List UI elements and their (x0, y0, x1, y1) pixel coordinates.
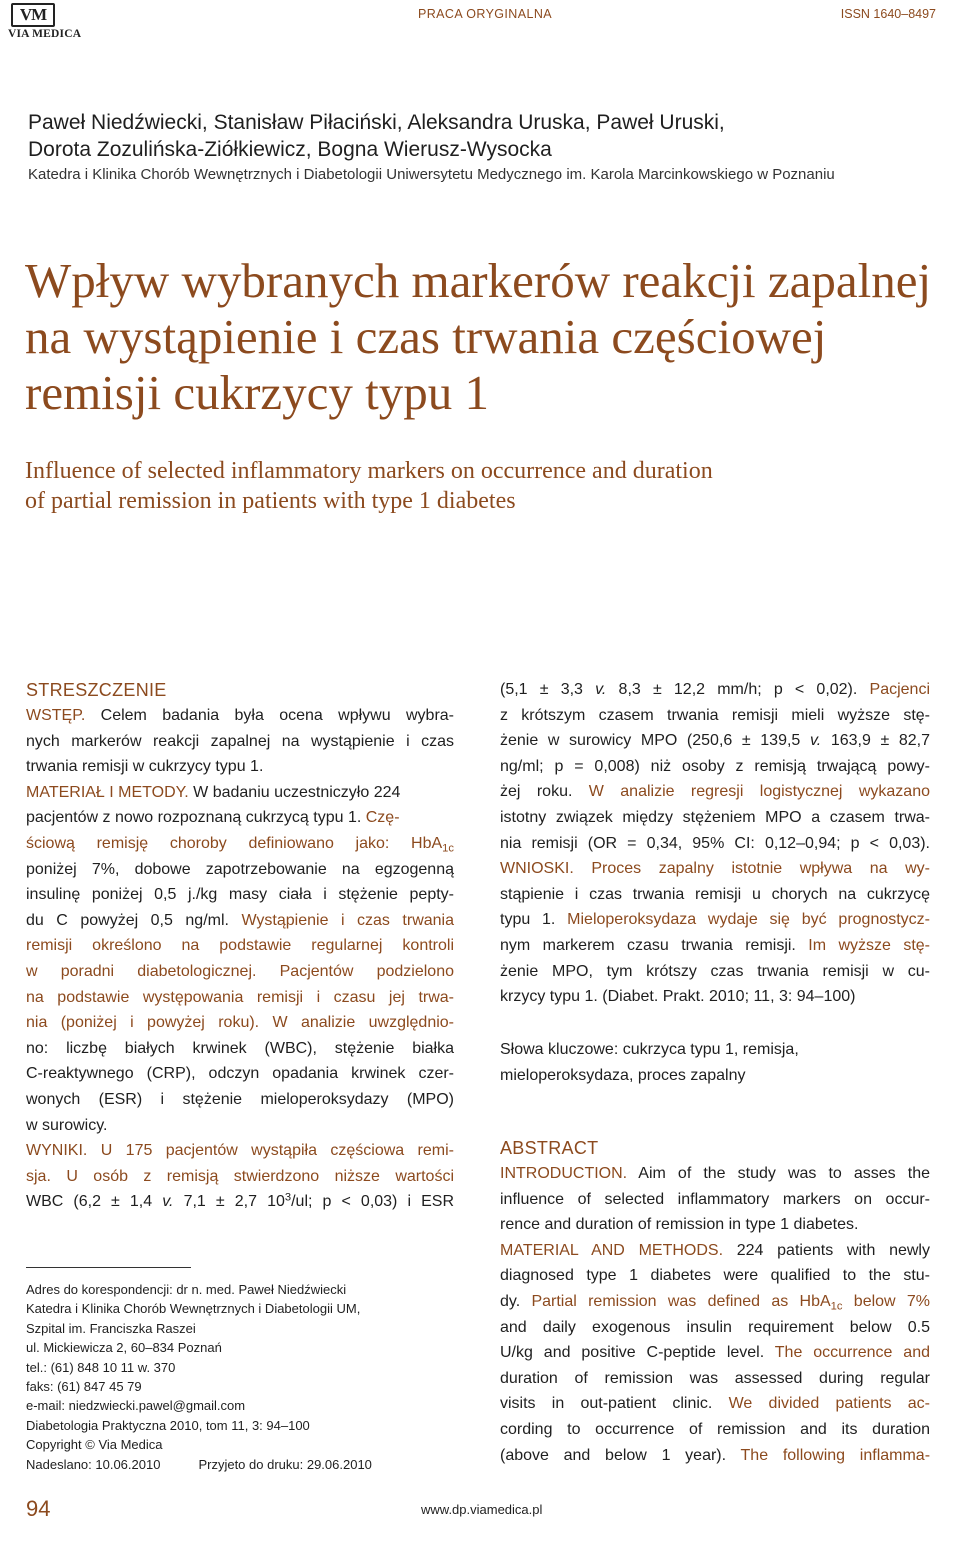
correspondence-line: Szpital im. Franciszka Raszei (26, 1320, 196, 1336)
text: 8,3 ± 12,2 mm/h; p < 0,02). (618, 681, 858, 698)
correspondence-email[interactable]: e-mail: niedzwiecki.pawel@gmail.com (26, 1398, 246, 1414)
text: ściową remisję choroby definiowano jako: HbA (26, 834, 443, 852)
accepted-date: Przyjeto do druku: 29.06.2010 (198, 1456, 372, 1472)
authors-line: Dorota Zozulińska-Ziółkiewicz, Bogna Wierusz-Wysocka (28, 138, 552, 161)
text: U 175 pacjentów wystąpiła częściowa remi- (100, 1142, 454, 1160)
correspondence-line: faks: (61) 847 45 79 (26, 1379, 142, 1395)
introduction-label: INTRODUCTION. (500, 1165, 628, 1182)
text: no: liczbę białych krwinek (WBC), stężenie białka (26, 1039, 454, 1057)
keywords (500, 1037, 930, 1088)
text: Im wyższe stę- (808, 936, 930, 954)
text: poniżej 7%, dobowe zapotrzebowanie na egzogenną (26, 860, 454, 878)
text: Pacjentów podzielono (279, 962, 455, 980)
issn: ISSN 1640–8497 (840, 7, 936, 21)
text: w surowicy. (26, 1116, 108, 1134)
text: visits in out-patient clinic. (500, 1395, 713, 1413)
subscript: 1c (442, 842, 454, 855)
text: W badaniu uczestniczyło 224 (193, 783, 401, 801)
copyright: Copyright © Via Medica (26, 1437, 163, 1453)
text: W analizie regresji logistycznej wykazano (588, 783, 930, 801)
text: rence and duration of remission in type 1 diabetes. (500, 1216, 859, 1234)
methods-label: MATERIAL AND METHODS. (500, 1241, 724, 1259)
title-polish (25, 253, 945, 421)
text: żenie w surowicy MPO (250,6 ± 139,5 (500, 732, 801, 750)
text: krzycy typu 1. (500, 988, 598, 1006)
abstract-body (500, 1161, 930, 1468)
correspondence-line: Adres do korespondencji: dr n. med. Paweł Niedźwiecki (26, 1282, 347, 1297)
subscript: 1c (830, 1300, 843, 1313)
text: v. (809, 732, 822, 750)
text: W analizie uwzględnio- (272, 1014, 455, 1032)
text: Mieloperoksydaza wydaje się być prognostycz- (567, 911, 931, 929)
text: z krótszym czasem trwania remisji mieli wyższe stę- (500, 706, 930, 724)
correspondence-block (26, 1280, 476, 1474)
wnioski-label: WNIOSKI. (500, 860, 574, 878)
text: U osób z remisją stwierdzono niższe wartości (66, 1167, 455, 1185)
footnote-rule (26, 1267, 191, 1268)
text: 163,9 ± 82,7 (830, 732, 930, 750)
text: influence of selected inflammatory markers on occur- (500, 1190, 930, 1208)
title-line: na wystąpienie i czas trwania częściowej (25, 309, 827, 364)
text: 224 patients with newly (736, 1241, 930, 1259)
text: pacjentów z nowo rozpoznaną cukrzycą typu 1. (26, 809, 362, 827)
text: nych markerów reakcji zapalnej na wystąpienie i czas (26, 732, 454, 750)
text: Proces zapalny istotnie wpływa na wy- (591, 860, 930, 878)
section-label: PRACA ORYGINALNA (418, 7, 552, 21)
title-english (25, 456, 945, 516)
publisher-logo (8, 3, 82, 40)
text: The following inflamma- (740, 1446, 931, 1464)
text: /ul; p < 0,03) i ESR (291, 1193, 454, 1211)
text: remisji określono na podstawie regularnej kontroli (26, 937, 454, 955)
authors-line: Paweł Niedźwiecki, Stanisław Piłaciński, Aleksandra Uruska, Paweł Uruski, (28, 111, 725, 134)
correspondence-line: Diabetologia Praktyczna 2010, tom 11, 3: 94–100 (26, 1417, 310, 1433)
text: Celem badania była ocena wpływu wybra- (100, 707, 454, 724)
streszczenie-continued (500, 677, 930, 1010)
text: nia (poniżej i powyżej roku). (26, 1014, 260, 1032)
text: cording to occurrence of remission and its duration (500, 1420, 930, 1438)
website-link[interactable]: www.dp.viamedica.pl (421, 1502, 543, 1517)
text: insulinę poniżej 0,5 j./kg masy ciała i stężenie pepty- (26, 886, 454, 904)
streszczenie-body (26, 703, 454, 1215)
text: v. (162, 1193, 174, 1211)
text: v. (595, 681, 607, 698)
text: The occurrence and (774, 1344, 930, 1362)
keywords-line: Słowa kluczowe: cukrzyca typu 1, remisja, (500, 1041, 799, 1058)
authors (28, 109, 725, 163)
correspondence-line: Katedra i Klinika Chorób Wewnętrznych i Diabetologii UM, (26, 1301, 361, 1317)
text: WBC (6,2 ± 1,4 (26, 1193, 153, 1211)
text: wonych (ESR) i stężenie mieloperoksydazy (MPO) (26, 1090, 454, 1108)
text: (above and below 1 year). (500, 1446, 727, 1464)
text: diagnosed type 1 diabetes were qualified to the stu- (500, 1267, 930, 1285)
text: istotny związek między stężeniem MPO a czasem trwa- (500, 808, 930, 826)
title-line: remisji cukrzycy typu 1 (25, 365, 490, 420)
wyniki-label: WYNIKI. (26, 1142, 88, 1160)
text: duration of remission was assessed during regular (500, 1369, 930, 1387)
text: 7,1 ± 2,7 10 (183, 1193, 285, 1211)
text: and daily exogenous insulin requirement below 0.5 (500, 1318, 930, 1336)
text: nym markerem czasu trwania remisji. (500, 936, 796, 954)
logo-text: VIA MEDICA (8, 28, 82, 40)
text: below 7% (853, 1292, 931, 1310)
page-number: 94 (26, 1496, 51, 1521)
text: C-reaktywnego (CRP), odczyn opadania krwinek czer- (26, 1065, 454, 1083)
text: stąpienie i czas trwania remisji u chorych na cukrzycę (500, 885, 930, 903)
abstract-heading: ABSTRACT (500, 1138, 599, 1158)
title-line: Wpływ wybranych markerów reakcji zapalnej (25, 253, 932, 308)
text: (Diabet. Prakt. 2010; 11, 3: 94–100) (602, 988, 856, 1006)
text: nia remisji (OR = 0,34, 95% CI: 0,12–0,94; p < 0,03). (500, 834, 930, 852)
metody-label: MATERIAŁ I METODY. (26, 783, 189, 801)
text: dy. (500, 1292, 521, 1310)
text: U/kg and positive C-peptide level. (500, 1344, 765, 1362)
wstep-label: WSTĘP. (26, 707, 86, 724)
keywords-line: mieloperoksydaza, proces zapalny (500, 1066, 746, 1084)
text: żenie MPO, tym krótszy czas trwania remisji w cu- (500, 962, 930, 980)
logo-mark: VM (11, 3, 55, 27)
correspondence-line: tel.: (61) 848 10 11 w. 370 (26, 1359, 176, 1375)
title-en-line: of partial remission in patients with type 1 diabetes (25, 488, 516, 514)
text: trwania remisji w cukrzycy typu 1. (26, 758, 264, 776)
text: Wystąpienie i czas trwania (241, 911, 455, 929)
text: ng/ml; p = 0,008) niż osoby z remisją trwającą powy- (500, 757, 930, 775)
superscript: 3 (284, 1191, 292, 1204)
text: sja. (26, 1167, 51, 1185)
text: Czę- (365, 809, 400, 827)
streszczenie-heading: STRESZCZENIE (26, 680, 167, 700)
text: du C powyżej 0,5 ng/ml. (26, 911, 229, 929)
text: (5,1 ± 3,3 (500, 681, 583, 698)
text: w poradni diabetologicznej. (26, 962, 257, 980)
correspondence-line: ul. Mickiewicza 2, 60–834 Poznań (26, 1340, 222, 1356)
text: typu 1. (500, 911, 556, 929)
affiliation: Katedra i Klinika Chorób Wewnętrznych i Diabetologii Uniwersytetu Medycznego im. Karola Marcinkowskiego w Poznaniu (28, 166, 835, 183)
received-date: Nadeslano: 10.06.2010 (26, 1456, 161, 1472)
title-en-line: Influence of selected inflammatory markers on occurrence and duration (25, 458, 713, 484)
text: Aim of the study was to asses the (638, 1165, 930, 1182)
text: żej roku. (500, 783, 573, 801)
text: na podstawie występowania remisji i czasu jej trwa- (26, 988, 454, 1006)
text: We divided patients ac- (728, 1395, 931, 1413)
text: Partial remission was defined as HbA (531, 1292, 831, 1310)
text: Pacjenci (869, 681, 930, 698)
